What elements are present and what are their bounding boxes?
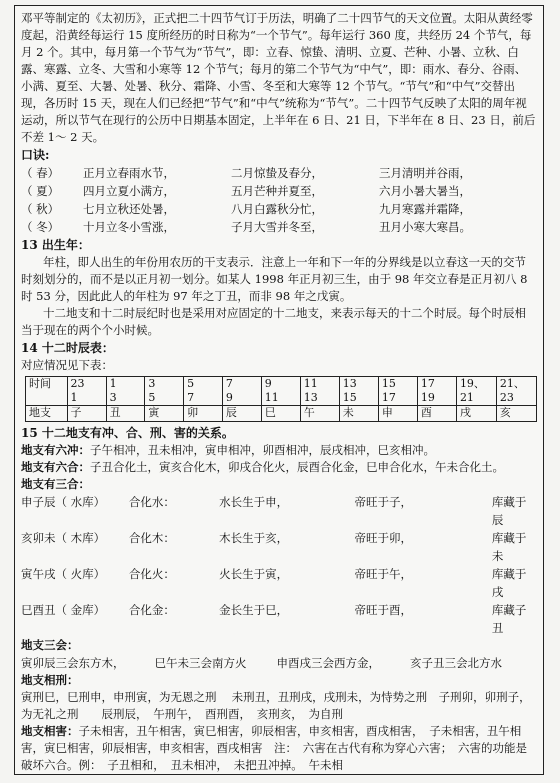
- time-end: 21: [459, 391, 474, 404]
- table-cell-dizhi: 未: [339, 406, 378, 422]
- sanhe-cell: 帝旺于卯，: [354, 531, 413, 545]
- sanhe-cell: 申子辰（ 水库）: [21, 495, 106, 509]
- section-13-paragraph-2: 十二地支和十二时辰纪时也是采用对应固定的十二地支，来表示每天的十二个时辰。每个时辰相当于现在的两个个小时候。: [21, 306, 526, 337]
- time-end: 3: [109, 391, 117, 404]
- verse-phrase: 九月寒露并霜降，: [379, 202, 471, 216]
- sanhe-cell: 合化火：: [128, 567, 175, 581]
- sanhe-row: [21, 493, 537, 529]
- sanhe-cell: 寅午戌（ 火库）: [21, 567, 106, 581]
- liuhe-paragraph: [21, 459, 537, 476]
- sanhui-list: [21, 654, 537, 672]
- time-end: 17: [381, 391, 396, 404]
- time-start: 11: [303, 377, 318, 390]
- xianghai-paragraph: [21, 723, 537, 774]
- verse-line: [21, 200, 537, 218]
- time-end: 9: [225, 391, 233, 404]
- table-cell-time: [145, 377, 184, 406]
- section-15-heading: 15 十二地支有冲、合、刑、害的关系。: [21, 426, 234, 440]
- time-end: 13: [303, 391, 318, 404]
- sanhe-cell: 库藏子丑: [491, 603, 527, 635]
- verse-line: [21, 218, 537, 236]
- table-cell-dizhi: 申: [378, 406, 417, 422]
- time-start: 19、: [459, 377, 485, 390]
- table-header-time: 时间: [26, 377, 68, 406]
- sanhe-row: [21, 601, 537, 637]
- table-row-dizhi: [26, 406, 537, 422]
- sanhe-cell: 水长生于申，: [219, 495, 289, 509]
- table-cell-dizhi: 丑: [106, 406, 145, 422]
- xianghai-text: 子未相害，丑午相害，寅巳相害，卯辰相害，申亥相害，酉戌相害， 子未相害，丑午相害，寅巳相害，卯辰相害，申亥相害，酉戌相害 注： 六害在古代有称为穿心六害； 六害的功能是破坏六合。例： 子丑相和， 丑未相冲， 未把丑冲掉。 午未相: [21, 724, 527, 772]
- time-end: 1: [70, 391, 78, 404]
- table-cell-dizhi: 子: [67, 406, 106, 422]
- sanhe-cell: 木长生于亥，: [219, 531, 289, 545]
- time-end: 15: [342, 391, 357, 404]
- verse-phrase: 八月白露秋分忙，: [231, 202, 323, 216]
- xiangxing-label: 地支相刑：: [21, 673, 79, 687]
- sanhe-cell: 帝旺于子，: [354, 495, 413, 509]
- section-14-subtitle: 对应情况见下表：: [21, 358, 113, 372]
- verse-phrase: 六月小暑大暑当，: [379, 184, 471, 198]
- sanhui-item: 巳午未三会南方火: [154, 656, 247, 670]
- table-cell-time: [261, 377, 300, 406]
- section-14-heading: 14 十二时辰表：: [21, 341, 114, 355]
- sanhe-label: 地支有三合：: [21, 477, 90, 491]
- sanhe-cell: 库藏于辰: [491, 495, 527, 527]
- sanhui-item: 寅卯辰三会东方木，: [21, 656, 125, 670]
- verse-phrase: 三月清明并谷雨，: [379, 166, 471, 180]
- time-end: 5: [148, 391, 156, 404]
- sanhe-cell: 合化金：: [128, 603, 175, 617]
- sanhui-label: 地支三会：: [21, 638, 79, 652]
- time-start: 17: [420, 377, 435, 390]
- verse-season-label: （ 秋）: [21, 202, 60, 216]
- table-cell-time: [417, 377, 456, 406]
- intro-paragraph: 邓平等制定的《太初历》，正式把二十四节气订于历法，明确了二十四节气的天文位置。太阳从黄经零度起，沿黄经每运行 15 度所经历的时日称为“一个节气”。每年运行 360 度，共经历 24 个节气，每月 2 个。其中，每月第一个节气为“节气”，即：立春、惊蛰、清明、立夏、芒种、小暑、立秋、白露、寒露、立冬、大雪和小寒等 12 个节气；每月的第二个节气为“中气”，即：雨水、春分、谷雨、小满、夏至、大暑、处暑、秋分、霜降、小雪、冬至和大寒等 12 个节气。“节气”和“中气”交替出现，各历时 15 天，现在人们已经把“节气”和“中气”统称为“节气”。二十四节气反映了太阳的周年视运动，所以节气在现行的公历中日期基本固定，上半年在 6 日、21 日，下半年在 8 日、23 日，前后不差 1～ 2 天。: [21, 11, 536, 144]
- table-cell-time: [106, 377, 145, 406]
- table-cell-dizhi: 亥: [496, 406, 536, 422]
- time-end: 19: [420, 391, 435, 404]
- section-13-heading: 13 出生年：: [21, 238, 90, 252]
- sanhe-row: [21, 565, 537, 601]
- table-row-time: [26, 377, 537, 406]
- sanhe-cell: 库藏于未: [491, 531, 527, 563]
- table-cell-time: [378, 377, 417, 406]
- table-cell-time: [184, 377, 223, 406]
- liuchong-text: 子午相冲，丑未相冲，寅申相冲，卯酉相冲，辰戌相冲，巳亥相冲。: [90, 443, 435, 457]
- liuhe-label: 地支有六合：: [21, 460, 90, 474]
- time-start: 1: [109, 377, 117, 390]
- koujue-verses: [21, 164, 537, 236]
- time-start: 5: [187, 377, 195, 390]
- sanhui-item: 申酉戌三会西方金，: [276, 656, 380, 670]
- section-13-paragraph-1: 年柱，即人出生的年份用农历的干支表示．注意上一年和下一年的分界线是以立春这一天的交节时刻划分的，而不是以正月初一划分。如某人 1998 年正月初三生，由于 98 年交立春是正月初八 8 时 53 分，因此此人的年柱为 97 年之丁丑，而非 98 年之戊寅。: [21, 255, 528, 303]
- sanhe-row: [21, 529, 537, 565]
- time-start: 3: [148, 377, 156, 390]
- time-start: 13: [342, 377, 357, 390]
- table-cell-dizhi: 卯: [184, 406, 223, 422]
- sanhe-cell: 巳酉丑（ 金库）: [21, 603, 106, 617]
- table-header-dizhi: 地支: [26, 406, 68, 422]
- verse-season-label: （ 夏）: [21, 184, 60, 198]
- table-cell-time: [496, 377, 536, 406]
- verse-phrase: 十月立冬小雪涨，: [83, 220, 175, 234]
- sanhe-cell: 帝旺于午，: [354, 567, 413, 581]
- table-cell-dizhi: 午: [300, 406, 339, 422]
- verse-phrase: 正月立春雨水节，: [83, 166, 175, 180]
- verse-season-label: （ 春）: [21, 166, 60, 180]
- table-cell-dizhi: 寅: [145, 406, 184, 422]
- verse-phrase: 二月惊蛰及春分，: [231, 166, 323, 180]
- liuchong-label: 地支有六冲：: [21, 443, 90, 457]
- verse-phrase: 五月芒种并夏至，: [231, 184, 323, 198]
- time-start: 21、: [499, 377, 525, 390]
- time-end: 11: [264, 391, 279, 404]
- table-cell-time: [339, 377, 378, 406]
- sanhe-cell: 亥卯未（ 木库）: [21, 531, 106, 545]
- verse-line: [21, 182, 537, 200]
- liuhe-text: 子丑合化土，寅亥合化木，卯戌合化火，辰酉合化金，巳申合化水，午未合化土。: [90, 460, 504, 474]
- time-start: 15: [381, 377, 396, 390]
- verse-phrase: 子月大雪并冬至，: [231, 220, 323, 234]
- table-cell-dizhi: 戌: [456, 406, 496, 422]
- sanhe-cell: 合化水：: [128, 495, 175, 509]
- verse-phrase: 丑月小寒大寒昌。: [379, 220, 471, 234]
- table-cell-time: [67, 377, 106, 406]
- liuchong-paragraph: [21, 442, 537, 459]
- document-page: [14, 5, 544, 775]
- verse-line: [21, 164, 537, 182]
- sanhe-list: [21, 493, 537, 637]
- sanhe-cell: 帝旺于酉，: [354, 603, 413, 617]
- sanhui-item: 亥子丑三会北方水: [410, 656, 502, 670]
- verse-season-label: （ 冬）: [21, 220, 60, 234]
- xianghai-label: 地支相害：: [21, 724, 79, 738]
- shichen-table: [25, 376, 537, 422]
- table-cell-dizhi: 辰: [222, 406, 261, 422]
- table-cell-time: [300, 377, 339, 406]
- time-start: 9: [264, 377, 272, 390]
- verse-phrase: 四月立夏小满方，: [83, 184, 175, 198]
- xiangxing-text: 寅刑巳，巳刑申，申刑寅，为无恩之刑 未刑丑，丑刑戌，戌刑未，为恃势之刑 子刑卯，卯刑子，为无礼之刑 辰刑辰， 午刑午， 酉刑酉， 亥刑亥， 为自刑: [21, 690, 531, 721]
- sanhe-cell: 金长生于巳，: [219, 603, 289, 617]
- sanhe-cell: 合化木：: [128, 531, 175, 545]
- table-cell-time: [456, 377, 496, 406]
- time-end: 23: [499, 391, 514, 404]
- koujue-heading: 口诀:: [21, 148, 50, 162]
- table-cell-time: [222, 377, 261, 406]
- sanhe-cell: 库藏于戌: [491, 567, 527, 599]
- time-start: 23: [70, 377, 85, 390]
- time-end: 7: [187, 391, 195, 404]
- verse-phrase: 七月立秋还处暑，: [83, 202, 175, 216]
- time-start: 7: [225, 377, 233, 390]
- table-cell-dizhi: 酉: [417, 406, 456, 422]
- sanhe-cell: 火长生于寅，: [219, 567, 289, 581]
- table-cell-dizhi: 巳: [261, 406, 300, 422]
